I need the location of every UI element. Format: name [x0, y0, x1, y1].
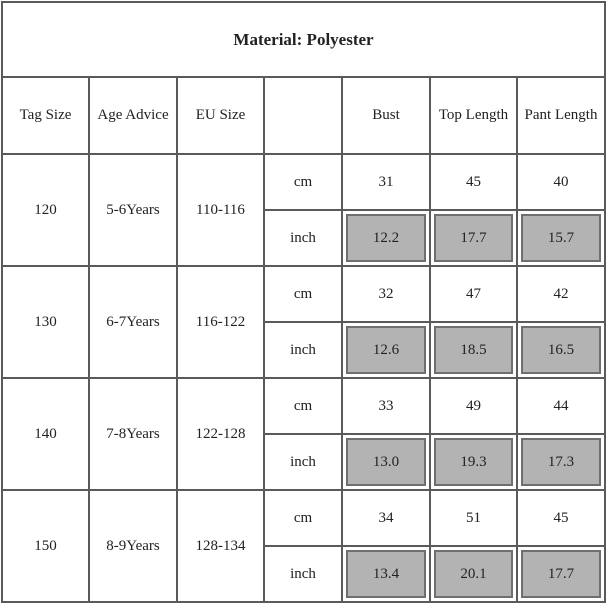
pant-length-inch-value: 17.7 [521, 550, 601, 598]
size-table [1, 1, 606, 603]
tag-size-cell: 120 [2, 154, 89, 266]
table-row [2, 378, 605, 434]
pant-length-cm-cell: 42 [517, 266, 605, 322]
bust-cm-cell: 33 [342, 378, 430, 434]
pant-length-inch-value: 17.3 [521, 438, 601, 486]
header-row [2, 77, 605, 154]
pant-length-inch-cell [517, 546, 605, 602]
top-length-inch-value: 18.5 [434, 326, 513, 374]
eu-size-cell: 110-116 [177, 154, 264, 266]
eu-size-cell: 128-134 [177, 490, 264, 602]
pant-length-inch-cell [517, 322, 605, 378]
bust-inch-value: 12.2 [346, 214, 426, 262]
pant-length-cm-cell: 45 [517, 490, 605, 546]
age-advice-cell: 6-7Years [89, 266, 177, 378]
age-advice-cell: 7-8Years [89, 378, 177, 490]
header-top-length: Top Length [430, 77, 517, 154]
bust-cm-cell: 32 [342, 266, 430, 322]
top-length-inch-cell [430, 546, 517, 602]
header-unit [264, 77, 342, 154]
top-length-cm-cell: 51 [430, 490, 517, 546]
table-row [2, 490, 605, 546]
eu-size-cell: 116-122 [177, 266, 264, 378]
unit-cm-cell: cm [264, 490, 342, 546]
top-length-inch-cell [430, 210, 517, 266]
pant-length-inch-value: 16.5 [521, 326, 601, 374]
unit-cm-cell: cm [264, 378, 342, 434]
pant-length-cm-cell: 40 [517, 154, 605, 210]
pant-length-inch-cell [517, 210, 605, 266]
top-length-inch-cell [430, 434, 517, 490]
unit-inch-cell: inch [264, 546, 342, 602]
bust-inch-value: 12.6 [346, 326, 426, 374]
top-length-inch-cell [430, 322, 517, 378]
unit-inch-cell: inch [264, 434, 342, 490]
bust-cm-cell: 34 [342, 490, 430, 546]
pant-length-cm-cell: 44 [517, 378, 605, 434]
header-eu-size: EU Size [177, 77, 264, 154]
top-length-inch-value: 19.3 [434, 438, 513, 486]
tag-size-cell: 140 [2, 378, 89, 490]
age-advice-cell: 8-9Years [89, 490, 177, 602]
age-advice-cell: 5-6Years [89, 154, 177, 266]
bust-inch-value: 13.4 [346, 550, 426, 598]
bust-inch-value: 13.0 [346, 438, 426, 486]
header-age-advice: Age Advice [89, 77, 177, 154]
bust-inch-cell [342, 434, 430, 490]
eu-size-cell: 122-128 [177, 378, 264, 490]
header-bust: Bust [342, 77, 430, 154]
top-length-inch-value: 20.1 [434, 550, 513, 598]
bust-inch-cell [342, 210, 430, 266]
unit-inch-cell: inch [264, 322, 342, 378]
tag-size-cell: 130 [2, 266, 89, 378]
pant-length-inch-value: 15.7 [521, 214, 601, 262]
material-title: Material: Polyester [2, 2, 605, 77]
header-pant-length: Pant Length [517, 77, 605, 154]
top-length-cm-cell: 49 [430, 378, 517, 434]
top-length-cm-cell: 45 [430, 154, 517, 210]
table-row [2, 154, 605, 210]
unit-cm-cell: cm [264, 266, 342, 322]
header-tag-size: Tag Size [2, 77, 89, 154]
bust-cm-cell: 31 [342, 154, 430, 210]
top-length-inch-value: 17.7 [434, 214, 513, 262]
table-row [2, 266, 605, 322]
pant-length-inch-cell [517, 434, 605, 490]
title-row [2, 2, 605, 77]
tag-size-cell: 150 [2, 490, 89, 602]
bust-inch-cell [342, 546, 430, 602]
unit-inch-cell: inch [264, 210, 342, 266]
unit-cm-cell: cm [264, 154, 342, 210]
top-length-cm-cell: 47 [430, 266, 517, 322]
bust-inch-cell [342, 322, 430, 378]
